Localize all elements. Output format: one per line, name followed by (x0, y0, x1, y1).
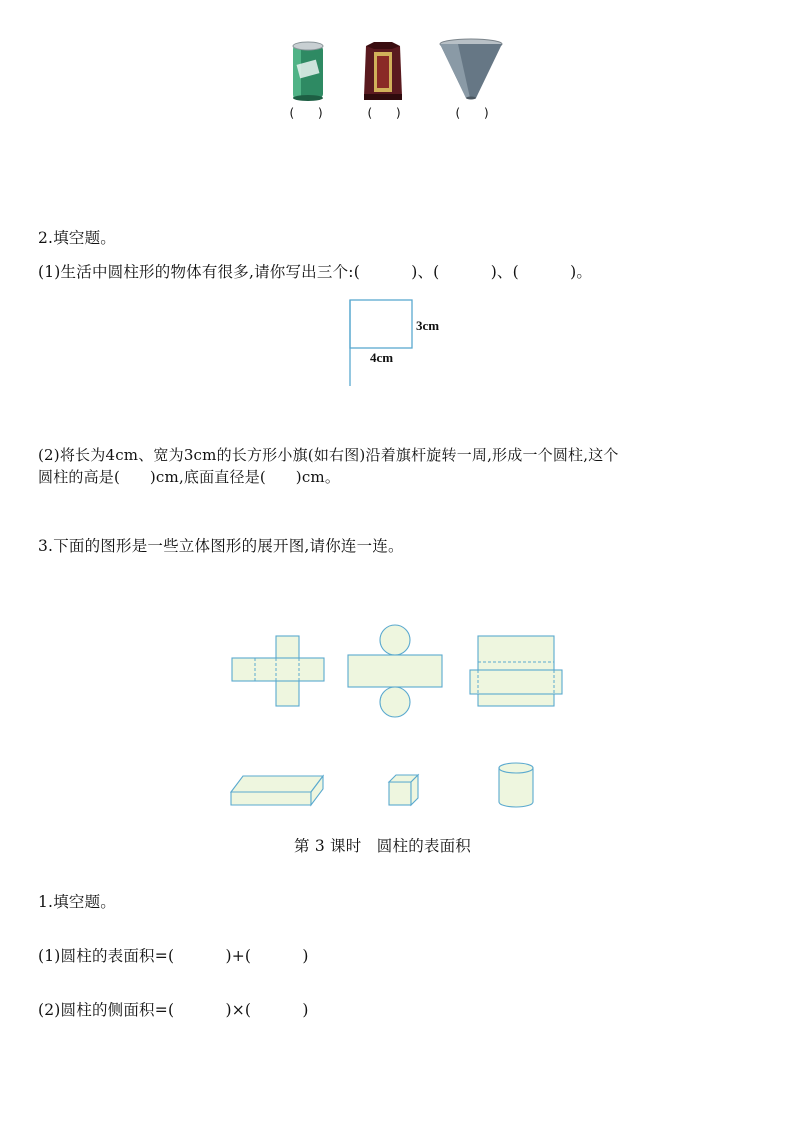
cuboid-solid (228, 772, 326, 808)
q2-part1: (1)生活中圆柱形的物体有很多,请你写出三个:( )、( )、( )。 (38, 263, 593, 281)
cone-funnel-icon (438, 38, 504, 104)
lesson-title: 第 3 课时 圆柱的表面积 (294, 837, 471, 855)
q1-title: 1.填空题。 (38, 893, 116, 911)
cylinder-solid (496, 760, 536, 810)
q2-part2-line1: (2)将长为4cm、宽为3cm的长方形小旗(如右图)沿着旗杆旋转一周,形成一个圆柱,这个 (38, 446, 619, 464)
cone-funnel-blank: ( ) (454, 106, 491, 120)
q1-part1: (1)圆柱的表面积=( )+( ) (38, 947, 309, 965)
q2-part2-line2: 圆柱的高是( )cm,底面直径是( )cm。 (38, 468, 341, 486)
pen-holder-blank: ( ) (366, 106, 403, 120)
top-objects (270, 36, 520, 126)
flag-height-label: 3cm (416, 318, 440, 333)
can-blank: ( ) (288, 106, 325, 120)
can-icon (290, 40, 326, 102)
pen-holder-icon (360, 38, 406, 104)
cube-solid (386, 772, 420, 808)
flag-diagram (340, 296, 460, 390)
cube-net (230, 634, 326, 708)
cuboid-net (468, 634, 564, 708)
q3-title: 3.下面的图形是一些立体图形的展开图,请你连一连。 (38, 537, 404, 555)
cylinder-net (346, 622, 446, 720)
q1-part2: (2)圆柱的侧面积=( )×( ) (38, 1001, 309, 1019)
q2-title: 2.填空题。 (38, 229, 116, 247)
flag-width-label: 4cm (370, 350, 394, 365)
